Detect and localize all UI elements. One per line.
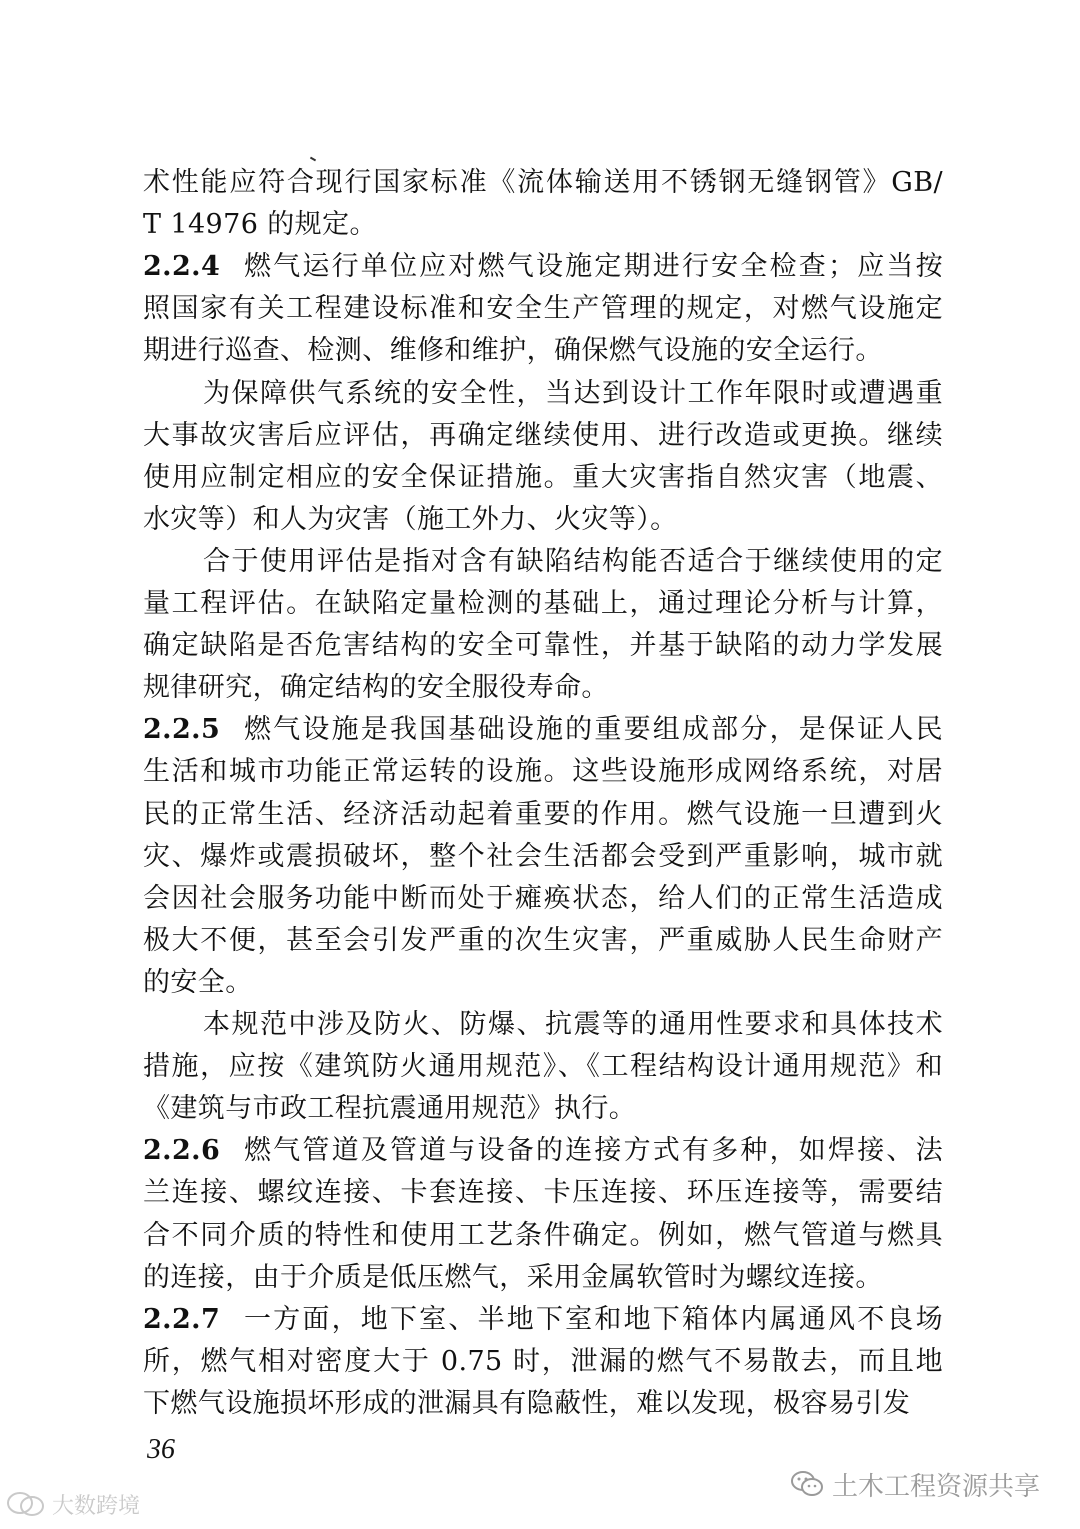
section-number: 2.2.5	[143, 714, 221, 745]
text-line	[203, 541, 943, 583]
text-line	[143, 625, 943, 667]
line-text: 确定缺陷是否危害结构的安全可靠性，并基于缺陷的动力学发展	[143, 630, 943, 661]
text-line	[143, 457, 943, 499]
line-text: 会因社会服务功能中断而处于瘫痪状态，给人们的正常生活造成	[143, 883, 943, 914]
section-number: 2.2.6	[143, 1135, 221, 1166]
line-text: 燃气运行单位应对燃气设施定期进行安全检查；应当按	[242, 251, 943, 282]
text-line	[143, 878, 943, 920]
line-text: 期进行巡查、检测、维修和维护，确保燃气设施的安全运行。	[143, 335, 883, 366]
text-line	[143, 204, 943, 246]
text-line	[143, 751, 943, 793]
text-line	[143, 246, 943, 288]
line-text: 合于使用评估是指对含有缺陷结构能否适合于继续使用的定	[203, 546, 943, 577]
text-line	[143, 920, 943, 962]
text-line	[143, 1130, 943, 1172]
line-text: 生活和城市功能正常运转的设施。这些设施形成网络系统，对居	[143, 756, 943, 787]
text-line	[203, 1004, 943, 1046]
text-line	[203, 373, 943, 415]
line-text: 一方面，地下室、半地下室和地下箱体内属通风不良场	[242, 1304, 943, 1335]
line-text: 民的正常生活、经济活动起着重要的作用。燃气设施一旦遭到火	[143, 799, 943, 830]
line-text: T 14976 的规定。	[143, 209, 377, 240]
text-line	[143, 1383, 943, 1425]
text-line	[143, 1215, 943, 1257]
text-line	[143, 499, 943, 541]
text-line	[143, 583, 943, 625]
section-number: 2.2.4	[143, 251, 221, 282]
watermark-left-text: 大数跨境	[52, 1493, 141, 1519]
line-text: 燃气管道及管道与设备的连接方式有多种，如焊接、法	[242, 1135, 943, 1166]
line-text: 所，燃气相对密度大于 0.75 时，泄漏的燃气不易散去，而且地	[143, 1346, 943, 1377]
text-line	[143, 836, 943, 878]
line-text: 措施，应按《建筑防火通用规范》、《工程结构设计通用规范》和	[143, 1051, 943, 1082]
text-line	[143, 1172, 943, 1214]
line-text: 下燃气设施损坏形成的泄漏具有隐蔽性，难以发现，极容易引发	[143, 1388, 911, 1419]
text-line	[143, 794, 943, 836]
text-line	[143, 1299, 943, 1341]
line-text: 兰连接、螺纹连接、卡套连接、卡压连接、环压连接等，需要结	[143, 1177, 943, 1208]
watermark-right-text: 土木工程资源共享	[832, 1471, 1041, 1502]
line-text: 为保障供气系统的安全性，当达到设计工作年限时或遭遇重	[203, 378, 943, 409]
line-text: 大事故灾害后应评估，再确定继续使用、进行改造或更换。继续	[143, 420, 943, 451]
text-line	[143, 162, 943, 204]
line-text: 极大不便，甚至会引发严重的次生灾害，严重威胁人民生命财产	[143, 925, 943, 956]
line-text: 灾、爆炸或震损破坏，整个社会生活都会受到严重影响，城市就	[143, 841, 943, 872]
line-text: 的安全。	[143, 967, 253, 998]
watermark-right	[790, 1464, 1040, 1504]
line-text: 使用应制定相应的安全保证措施。重大灾害指自然灾害（地震、	[143, 462, 943, 493]
line-text: 照国家有关工程建设标准和安全生产管理的规定，对燃气设施定	[143, 293, 943, 324]
wechat-icon	[790, 1469, 824, 1499]
text-line	[143, 1341, 943, 1383]
chat-logo-icon	[6, 1489, 46, 1519]
line-text: 合不同介质的特性和使用工艺条件确定。例如，燃气管道与燃具	[143, 1220, 943, 1251]
text-line	[143, 1088, 943, 1130]
line-text: 本规范中涉及防火、防爆、抗震等的通用性要求和具体技术	[203, 1009, 943, 1040]
scan-mark	[310, 157, 316, 162]
text-line	[143, 288, 943, 330]
text-line	[143, 962, 943, 1004]
line-text: 的连接，由于介质是低压燃气，采用金属软管时为螺纹连接。	[143, 1262, 883, 1293]
text-line	[143, 330, 943, 372]
line-text: 《建筑与市政工程抗震通用规范》执行。	[143, 1093, 637, 1124]
watermark-left	[6, 1486, 140, 1522]
section-number: 2.2.7	[143, 1304, 221, 1335]
text-line	[143, 667, 943, 709]
text-line	[143, 1046, 943, 1088]
line-text: 量工程评估。在缺陷定量检测的基础上，通过理论分析与计算，	[143, 588, 943, 619]
line-text: 术性能应符合现行国家标准《流体输送用不锈钢无缝钢管》GB/	[143, 167, 943, 198]
line-text: 燃气设施是我国基础设施的重要组成部分，是保证人民	[242, 714, 943, 745]
line-text: 规律研究，确定结构的安全服役寿命。	[143, 672, 609, 703]
text-line	[143, 1257, 943, 1299]
line-text: 水灾等）和人为灾害（施工外力、火灾等）。	[143, 504, 678, 535]
text-line	[143, 709, 943, 751]
page-number: 36	[147, 1434, 175, 1465]
text-line	[143, 415, 943, 457]
